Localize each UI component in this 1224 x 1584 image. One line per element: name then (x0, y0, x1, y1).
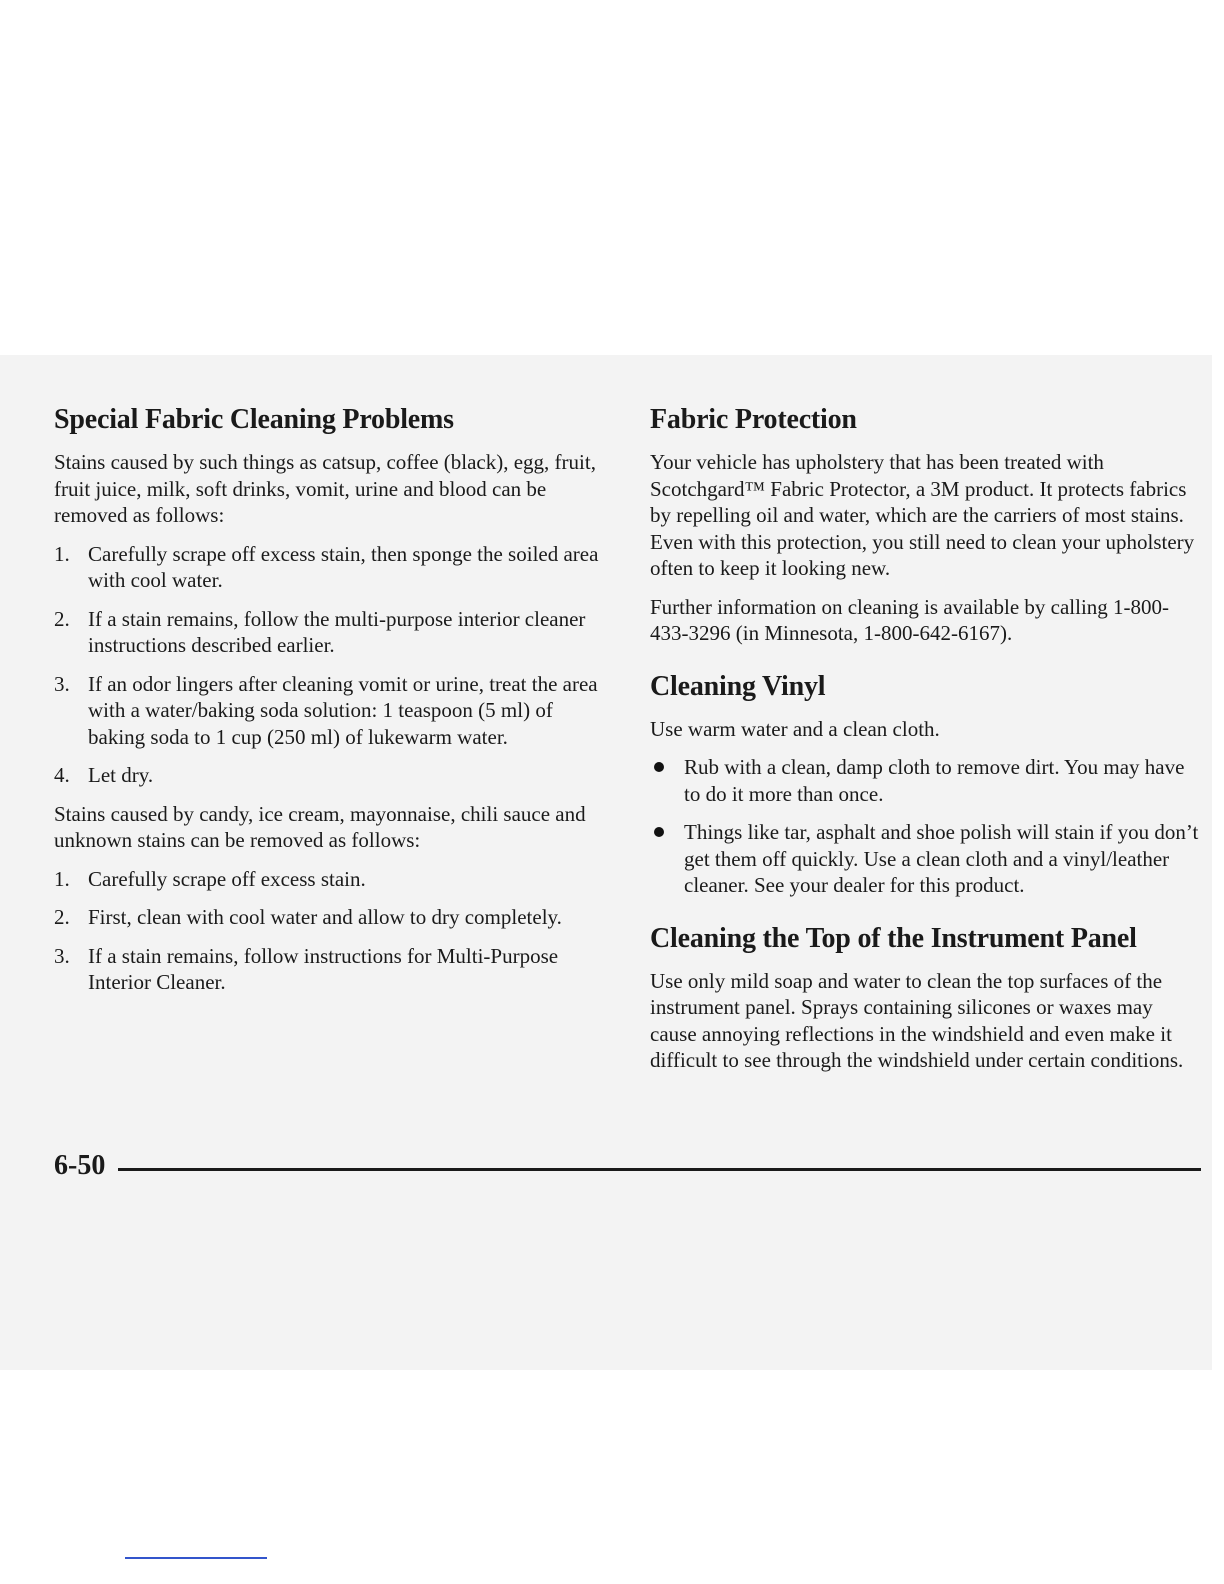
list-text: Let dry. (88, 763, 154, 787)
special-fabric-heading: Special Fabric Cleaning Problems (54, 404, 454, 435)
list-text: Carefully scrape off excess stain, then sponge the soiled area with cool water. (88, 541, 599, 592)
bullet-icon (654, 762, 664, 772)
stain-steps-list-1 (54, 541, 610, 789)
footer-divider (118, 1168, 1201, 1171)
page-number: 6-50 (54, 1150, 106, 1181)
list-text: If an odor lingers after cleaning vomit or urine, treat the area with a water/baking soda solution: 1 teaspoon (5 ml) of baking soda to 1 cup (250 ml) of lukewarm water. (88, 671, 598, 749)
list-item (54, 904, 610, 931)
fabric-protection-paragraph: Your vehicle has upholstery that has been treated with Scotchgard™ Fabric Protector, a 3M product. It protects fabrics by repelling oil and water, which are the carriers of most stains. Even with this protection, you still need to clean your upholstery often to keep it looking new. (650, 450, 1195, 580)
list-item (54, 943, 610, 996)
bottom-divider (125, 1557, 267, 1559)
list-number: 3. (54, 671, 70, 696)
instrument-panel-paragraph: Use only mild soap and water to clean the top surfaces of the instrument panel. Sprays containing silicones or waxes may cause annoying reflections in the windshield and even make it difficult to see through the windshield under certain conditions. (650, 968, 1184, 1072)
list-text: Rub with a clean, damp cloth to remove dirt. You may have to do it more than once. (684, 755, 1185, 806)
list-item (54, 541, 610, 594)
list-item (650, 819, 1200, 899)
stains-intro-1: Stains caused by such things as catsup, coffee (black), egg, fruit, fruit juice, milk, soft drinks, vomit, urine and blood can be removed as follows: (54, 450, 596, 527)
fabric-protection-heading: Fabric Protection (650, 404, 857, 435)
fabric-contact-paragraph: Further information on cleaning is available by calling 1-800-433-3296 (in Minnesota, 1-800-642-6167). (650, 594, 1170, 645)
list-number: 2. (54, 905, 70, 929)
list-number: 2. (54, 606, 70, 631)
left-column (54, 402, 610, 1008)
list-number: 4. (54, 763, 70, 787)
list-text: First, clean with cool water and allow to dry completely. (88, 905, 562, 929)
vinyl-bullet-list (650, 754, 1200, 899)
list-number: 1. (54, 541, 70, 566)
list-item (54, 606, 610, 659)
list-number: 3. (54, 943, 70, 968)
right-column (650, 402, 1200, 1086)
cleaning-vinyl-intro: Use warm water and a clean cloth. (650, 716, 940, 741)
page-footer (54, 1150, 1201, 1190)
list-item (650, 754, 1200, 807)
list-number: 1. (54, 866, 70, 891)
stains-intro-2: Stains caused by candy, ice cream, mayonnaise, chili sauce and unknown stains can be removed as follows: (54, 801, 586, 852)
instrument-panel-heading: Cleaning the Top of the Instrument Panel (650, 922, 1137, 954)
list-text: Carefully scrape off excess stain. (88, 866, 366, 891)
bullet-icon (654, 827, 664, 837)
list-text: If a stain remains, follow the multi-purpose interior cleaner instructions described earlier. (88, 606, 586, 657)
list-item (54, 762, 610, 789)
stain-steps-list-2 (54, 866, 610, 996)
list-text: If a stain remains, follow instructions for Multi-Purpose Interior Cleaner. (88, 943, 559, 994)
list-item (54, 671, 610, 751)
list-item (54, 866, 610, 893)
list-text: Things like tar, asphalt and shoe polish will stain if you don’t get them off quickly. Use a clean cloth and a vinyl/leather cleaner. See your dealer for this product. (684, 820, 1199, 897)
cleaning-vinyl-heading: Cleaning Vinyl (650, 670, 826, 702)
